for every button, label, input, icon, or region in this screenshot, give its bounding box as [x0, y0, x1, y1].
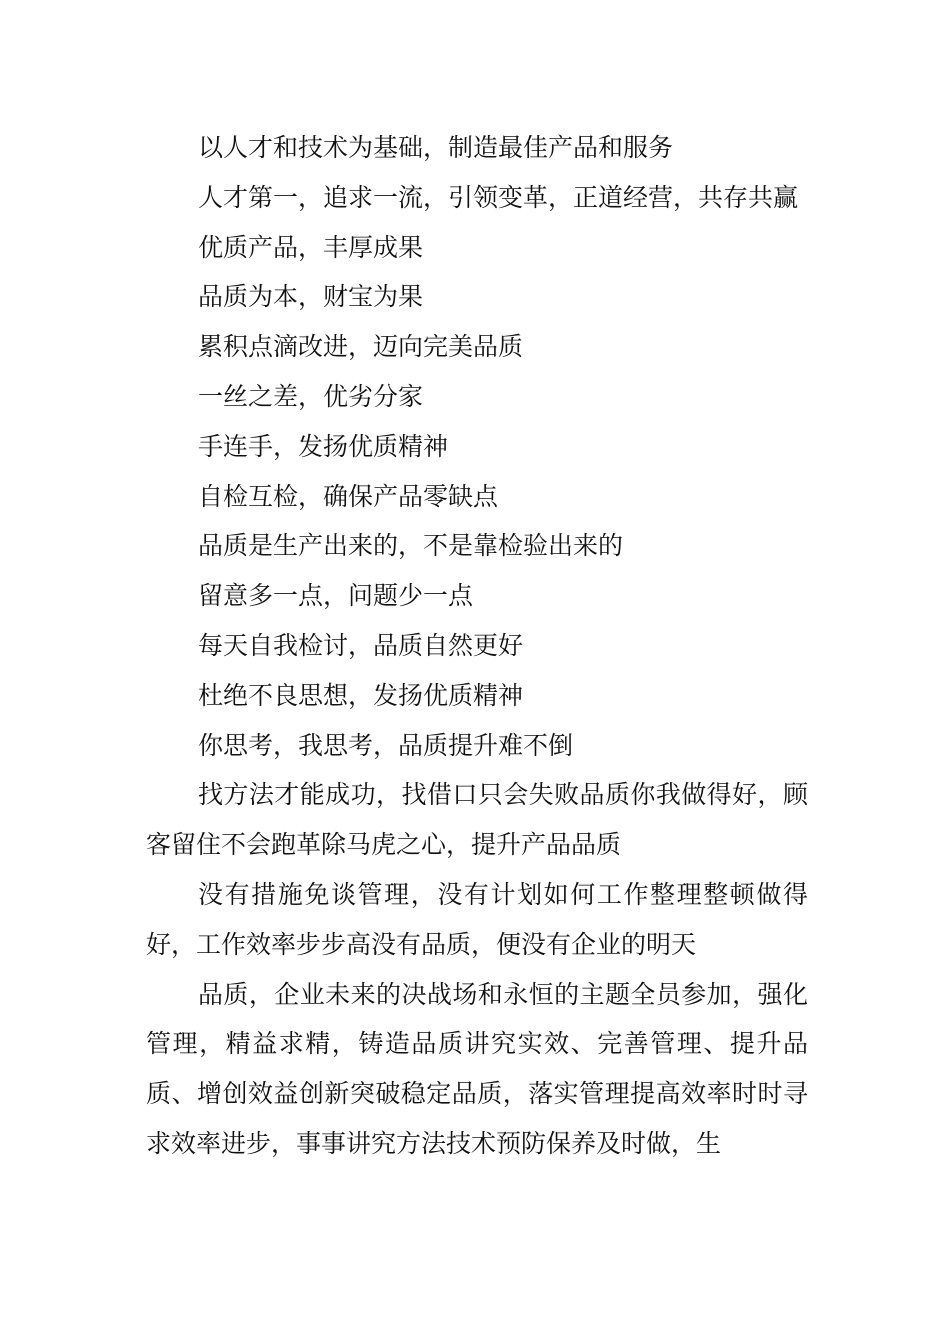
document-body — [146, 123, 808, 1169]
paragraph: 品质是生产出来的，不是靠检验出来的 — [198, 531, 624, 561]
paragraph: 品质，企业未来的决战场和永恒的主题全员参加，强化管理，精益求精，铸造品质讲究实效、完善管理、提升品质、增创效益创新突破稳定品质，落实管理提高效率时时寻求效率进步，事事讲究方法技术预防保养及时做，生 — [146, 979, 808, 1158]
paragraph: 以人才和技术为基础，制造最佳产品和服务 — [198, 133, 674, 162]
paragraph: 手连手，发扬优质精神 — [198, 431, 449, 461]
paragraph: 每天自我检讨，品质自然更好 — [198, 630, 524, 660]
paragraph: 品质为本，财宝为果 — [198, 282, 424, 312]
paragraph: 找方法才能成功，找借口只会失败品质你我做得好，顾客留住不会跑革除马虎之心，提升产品品质 — [146, 780, 808, 860]
paragraph: 人才第一，追求一流，引领变革，正道经营，共存共赢 — [198, 182, 799, 212]
paragraph: 自检互检，确保产品零缺点 — [198, 481, 499, 511]
paragraph: 累积点滴改进，迈向完美品质 — [198, 332, 524, 362]
paragraph: 一丝之差，优劣分家 — [198, 381, 424, 411]
paragraph: 优质产品，丰厚成果 — [198, 232, 424, 262]
paragraph: 你思考，我思考，品质提升难不倒 — [198, 730, 574, 760]
paragraph: 没有措施免谈管理，没有计划如何工作整理整顿做得好，工作效率步步高没有品质，便没有企业的明天 — [146, 879, 808, 959]
paragraph: 杜绝不良思想，发扬优质精神 — [198, 680, 524, 710]
paragraph: 留意多一点，问题少一点 — [198, 581, 474, 611]
